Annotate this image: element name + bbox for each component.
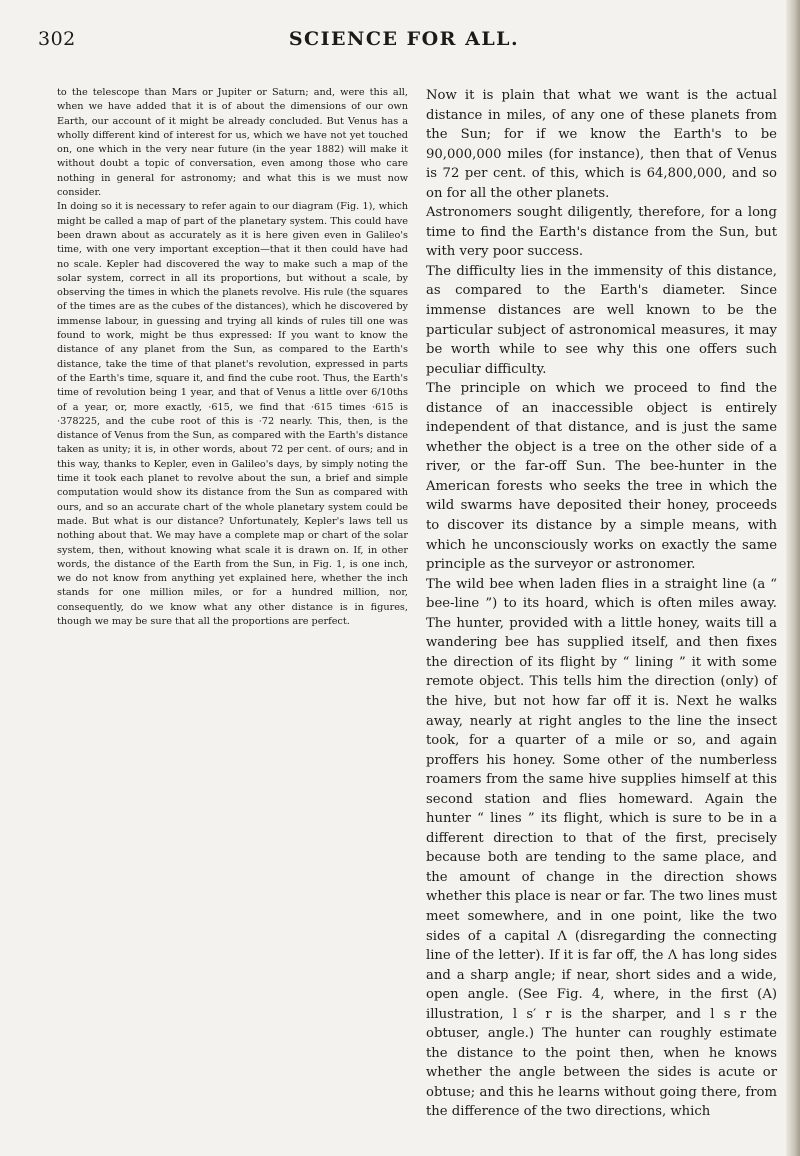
paragraph: The wild bee when laden flies in a straight line (a “ bee-line ”) to its hoard, which is often miles away. The hunter, provided with a little honey, waits till a wandering bee has supplied itself, and then fixes the direction of its flight by “ lining ” it with some remote object. This tells him the direction (only) of the hive, but not how far off it is. Next he walks away, nearly at right angles to the line the insect took, for a quarter of a mile or so, and again proffers his honey. Some other of the numberless roamers from the same hive supplies himself at this second station and flies homeward. Again the hunter “ lines ” its flight, which is sure to be in a different direction to that of the first, precisely because both are tending to the same place, and the amount of change in the direction shows whether this place is near or far. The two lines must meet somewhere, and in one point, like the two sides of a capital Λ (disregarding the connecting line of the letter). If it is far off, the Λ has long sides and a sharp angle; if near, short sides and a wide, open angle. (See Fig. 4, where, in the first (A) illustration, l s′ r is the sharper, and l s r the obtuser, angle.) The hunter can roughly estimate the distance to the point then, when he knows whether the angle between the sides is acute or obtuse; and this he learns without going there, from the difference of the two directions, which xyxy=(426,576,777,1120)
paragraph: Now it is plain that what we want is the actual distance in miles, of any one of these planets from the Sun; for if we know the Earth's to be 90,000,000 miles (for instance), then that of Venus is 72 per cent. of this, which is 64,800,000, and so on for all the other planets. xyxy=(426,88,777,201)
paragraph: The principle on which we proceed to find the distance of an inaccessible object is entirely independent of that distance, and is just the same whether the object is a tree on the other side of a river, or the far-off Sun. The bee-hunter in the American forests who seeks the tree in which the wild swarms have deposited their honey, proceeds to discover its distance by a simple means, with which he unconsciously works on exactly the same principle as the surveyor or astronomer. xyxy=(426,381,777,573)
running-title: SCIENCE FOR ALL. xyxy=(288,28,520,50)
left-column xyxy=(57,86,408,1122)
right-column xyxy=(426,86,777,1122)
paragraph: The difficulty lies in the immensity of this distance, as compared to the Earth's diameter. Since immense distances are well known to be the particular subject of astronomical measures, it may be worth while to see why this one offers such peculiar difficulty. xyxy=(426,263,777,377)
running-header xyxy=(38,22,770,62)
page-number: 302 xyxy=(38,28,76,50)
paragraph: Astronomers sought diligently, therefore, for a long time to find the Earth's distance from the Sun, but with very poor success. xyxy=(426,205,777,260)
paragraph: to the telescope than Mars or Jupiter or Saturn; and, were this all, when we have added that it is of about the dimensions of our own Earth, our account of it might be already concluded. But Venus has a wholly different kind of interest for us, which we have not yet touched on, one which in the very near future (in the year 1882) will make it without doubt a topic of conversation, even among those who care nothing in general for astronomy; and what this is we must now consider. xyxy=(57,87,408,199)
text-columns xyxy=(57,86,777,1122)
paragraph: In doing so it is necessary to refer again to our diagram (Fig. 1), which might be called a map of part of the planetary system. This could have been drawn about as accurately as it is here given even in Galileo's time, with one very important exception—that it then could have had no scale. Kepler had discovered the way to make such a map of the solar system, correct in all its proportions, but without a scale, by observing the times in which the planets revolve. His rule (the squares of the times are as the cubes of the distances), which he discovered by immense labour, in guessing and trying all kinds of rules till one was found to work, might be thus expressed: If you want to know the distance of any planet from the Sun, as compared to the Earth's distance, take the time of that planet's revolution, expressed in parts of the Earth's time, square it, and find the cube root. Thus, the Earth's time of revolution being 1 year, and that of Venus a little over 6/10ths of a year, or, more exactly, ·615, we find that ·615 times ·615 is ·378225, and the cube root of this is ·72 nearly. This, then, is the distance of Venus from the Sun, as compared with the Earth's distance taken as unity; it is, in other words, about 72 per cent. of ours; and in this way, thanks to Kepler, even in Galileo's days, by simply noting the time it took each planet to revolve about the sun, a brief and simple computation would show its distance from the Sun as compared with ours, and so an accurate chart of the whole planetary system could be made. But what is our distance? Unfortunately, Kepler's laws tell us nothing about that. We may have a complete map or chart of the solar system, then, without knowing what scale it is drawn on. If, in other words, the distance of the Earth from the Sun, in Fig. 1, is one inch, we do not know from anything yet explained here, whether the inch stands for one million miles, or for a hundred million, nor, consequently, do we know what any other distance is in figures, though we may be sure that all the proportions are perfect. xyxy=(57,201,408,627)
page-edge-shadow xyxy=(786,0,800,1156)
